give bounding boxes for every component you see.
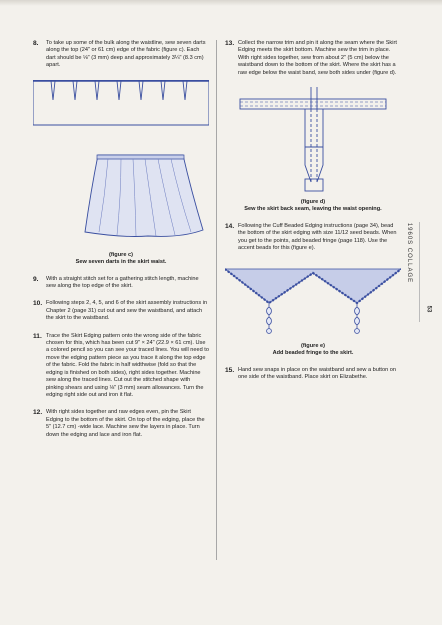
figure-e [225, 263, 401, 341]
side-rule [419, 222, 420, 322]
step-text: Collect the narrow trim and pin it along the seam where the Skirt Edging meets the skirt bottom. Machine sew the trim in place. With right sides together, sew from about 2" (5 cm) below the waistband down to the bottom of the skirt. Where the skirt has a raw edge below the waist band, sew both sides under (figure d). [238, 40, 397, 76]
figure-d-label: (figure d) [300, 199, 326, 206]
right-column [225, 40, 401, 391]
fabric-strip [33, 80, 209, 125]
figure-e-text: Add beaded fringe to the skirt. [272, 349, 354, 356]
figure-c-text: Sew seven darts in the skirt waist. [75, 258, 167, 265]
step-10 [33, 300, 209, 322]
step-8 [33, 40, 209, 70]
beaded-edging [225, 269, 401, 303]
step-number: 12. [33, 409, 43, 417]
step-text: With right sides together and raw edges even, pin the Skirt Edging to the bottom of the skirt. On top of the edging, place the 5" (12.7 cm) -wide lace. Machine sew the layers in place. Turn down the edging and lace and iron flat. [46, 409, 205, 438]
step-9 [33, 276, 209, 291]
figure-c-caption [33, 252, 209, 266]
step-number: 8. [33, 40, 39, 47]
step-12 [33, 409, 209, 439]
step-number: 13. [225, 40, 235, 47]
figure-d-caption [225, 199, 401, 213]
page-top-shadow [0, 0, 442, 6]
chapter-side-label: 1960S COLLAGE [405, 222, 412, 284]
back-seam [305, 87, 323, 182]
figure-d [225, 87, 401, 197]
figure-d-text: Sew the skirt back seam, leaving the waist opening. [244, 206, 382, 213]
darts [51, 81, 187, 100]
step-number: 10. [33, 300, 43, 308]
step-text: To take up some of the bulk along the waistline, sew seven darts along the top (24" or 61 cm) edge of the fabric (figure c). Each dart should be ⅛" (3 mm) deep and approximately 3¼" (8.3 cm) apart. [46, 40, 206, 69]
figure-c-label: (figure c) [109, 251, 133, 258]
step-text: Trace the Skirt Edging pattern onto the wrong side of the fabric chosen for this, which has been cut 9" × 24" (22.9 × 61 cm). Use a colored pencil so you can see your traced lines. You will need to move the edging pattern piece as you trace it along the top edge of the fabric. Fold the fabric in half widthwise (fold so that the edging is finished on both sides), right sides together. Machine sew along the traced lines. Cut out the stitched shape with pinking shears and using ⅛" (3 mm) seam allowances. Turn the edging right side out and iron it flat. [46, 332, 209, 398]
step-11 [33, 333, 209, 400]
step-number: 14. [225, 223, 235, 231]
step-text: Following steps 2, 4, 5, and 6 of the skirt assembly instructions in Chapter 2 (page 31) cut out and sew the waistband, and attach the skirt to the waistband. [46, 300, 208, 322]
figure-c [33, 80, 209, 250]
beaded-fringe [267, 303, 360, 333]
step-14 [225, 223, 401, 253]
step-text: With a straight stitch set for a gathering stitch length, machine sew along the top edge of the skirt. [46, 275, 199, 290]
step-text: Hand sew snaps in place on the waistband and sew a button on one side of the waistband. Place skirt on Elizabethe. [238, 366, 396, 381]
step-number: 11. [33, 332, 42, 340]
step-number: 15. [225, 366, 235, 374]
step-number: 9. [33, 275, 39, 283]
figure-d-illustration [225, 87, 401, 197]
step-13 [225, 40, 401, 77]
left-column [33, 40, 209, 449]
page-number: 53 [425, 305, 432, 313]
figure-c-illustration [33, 80, 209, 250]
gathered-skirt [85, 155, 203, 237]
figure-e-label: (figure e) [301, 342, 325, 349]
column-divider [216, 40, 217, 560]
step-text: Following the Cuff Beaded Edging instructions (page 34), bead the bottom of the skirt edging with size 11/12 seed beads. When you get to the points, add beaded fringe (page 118). Use the accent beads for this (figure e). [238, 223, 397, 252]
step-15 [225, 367, 401, 382]
waistband [240, 99, 386, 109]
figure-e-caption [225, 343, 401, 357]
figure-e-illustration [225, 263, 401, 341]
